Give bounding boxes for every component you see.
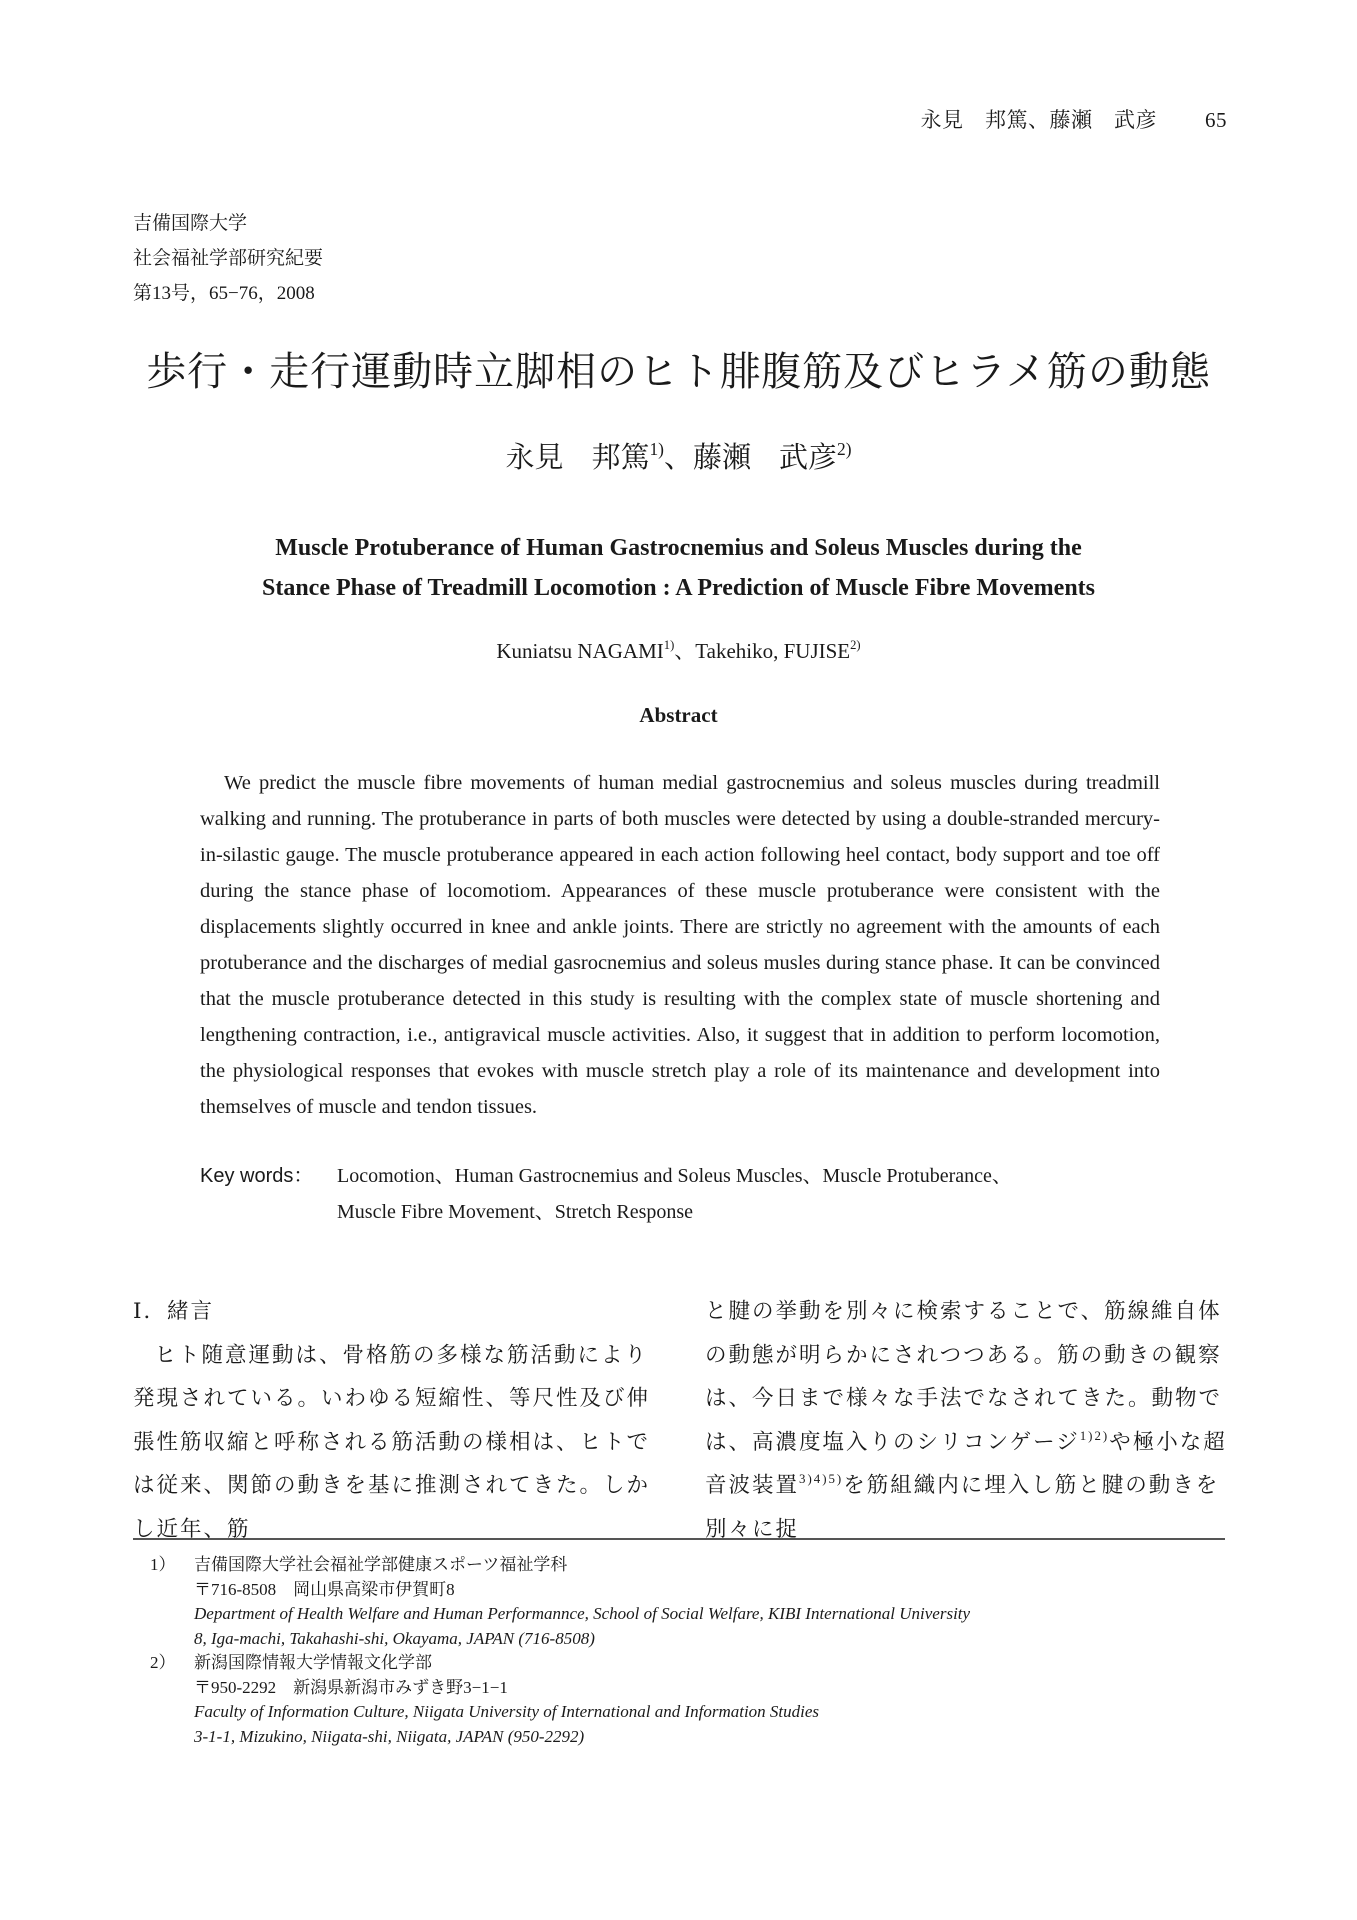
footnote-org-jp: 吉備国際大学社会福祉学部健康スポーツ福祉学科	[194, 1555, 568, 1574]
body-text: を筋組織内に埋入し筋と腱の動きを別々に捉	[705, 1473, 1220, 1541]
body-paragraph: ヒト随意運動は、骨格筋の多様な筋活動により発現されている。いわゆる短縮性、等尺性及び伸張性筋収縮と呼称される筋活動の様相は、ヒトでは従来、関節の動きを基に推測されてきた。しかし近年、筋	[133, 1342, 651, 1541]
footnote-org-en: Faculty of Information Culture, Niigata University of International and Information Studies	[194, 1702, 820, 1721]
journal-university: 吉備国際大学	[133, 213, 248, 234]
paper-title-jp: 歩行・走行運動時立脚相のヒト腓腹筋及びヒラメ筋の動態	[146, 349, 1211, 394]
paper-title-en	[0, 528, 1357, 608]
abstract-text: We predict the muscle fibre movements of human medial gastrocnemius and soleus muscles during treadmill walking and running. The protuberance in parts of both muscles were detected by using a double-stranded mercury-in-silastic gauge. The muscle protuberance appeared in each action following heel contact, body support and toe off during the stance phase of locomotiom. Appearances of these muscle protuberance were consistent with the displacements slightly occurred in knee and ankle joints. There are strictly no agreement with the amounts of each protuberance and the discharges of medial gasrocnemius and soleus musles during stance phase. It can be convinced that the muscle protuberance detected in this study is resulting with the complex state of muscle shortening and lengthening contraction, i.e., antigravical muscle activities. Also, it suggest that in addition to perform locomotion, the physiological responses that evokes with muscle stretch play a role of its maintenance and development into themselves of muscle and tendon tissues.	[200, 772, 1160, 1118]
author-separator: 、	[663, 442, 693, 474]
keywords-label: Key words：	[200, 1165, 314, 1187]
paper-title-en-line: Stance Phase of Treadmill Locomotion : A Prediction of Muscle Fibre Movements	[261, 575, 1095, 601]
authors-en	[0, 636, 1357, 666]
body-paragraph-continued	[705, 1290, 1233, 1551]
footnote	[150, 1553, 1230, 1651]
body-column-right	[705, 1290, 1233, 1551]
body-text: と腱の挙動を別々に検索することで、筋線維自体の動態が明らかにされつつある。筋の動きの観察は、今日まで様々な手法でなされてきた。動物では、高濃度塩入りのシリコンゲージ	[705, 1299, 1223, 1454]
author-separator: 、	[674, 639, 696, 663]
footnote-address-jp: 〒716-8508 岡山県高梁市伊賀町8	[194, 1579, 455, 1599]
footnote-address-en: 3-1-1, Mizukino, Niigata-shi, Niigata, JAPAN (950-2292)	[194, 1726, 585, 1746]
keywords-line: Muscle Fibre Movement、Stretch Response	[337, 1201, 694, 1223]
affiliation-mark: 2)	[837, 438, 852, 459]
author-jp-surname: 藤瀬	[693, 442, 752, 474]
page-number: 65	[1205, 108, 1227, 132]
footnotes	[150, 1553, 1230, 1749]
author-jp-given: 邦篤	[591, 442, 650, 474]
author-jp-surname: 永見	[505, 442, 564, 474]
footnote-divider	[133, 1538, 1225, 1540]
authors-jp	[0, 438, 1357, 478]
author-en-name: Takehiko, FUJISE	[695, 639, 851, 663]
footnote	[150, 1651, 1230, 1749]
citation-mark: 1)2)	[1079, 1428, 1110, 1443]
running-head	[921, 104, 1228, 134]
author-en-name: Kuniatsu NAGAMI	[496, 639, 664, 663]
journal-info	[133, 206, 323, 311]
citation-mark: 3)4)5)	[799, 1471, 844, 1486]
author-jp-given: 武彦	[779, 442, 838, 474]
keywords-line: Locomotion、Human Gastrocnemius and Soleus Muscles、Muscle Protuberance、	[337, 1165, 1012, 1187]
section-heading: Ⅰ．緒言	[133, 1299, 214, 1323]
running-head-authors: 永見 邦篤、藤瀬 武彦	[920, 108, 1157, 132]
footnote-number: 1）	[150, 1555, 176, 1574]
affiliation-mark: 2)	[850, 638, 861, 653]
body-column-left	[133, 1290, 661, 1551]
affiliation-mark: 1)	[649, 438, 664, 459]
affiliation-mark: 1)	[663, 638, 675, 653]
abstract-heading: Abstract	[639, 703, 718, 727]
keywords	[200, 1158, 1160, 1230]
footnote-address-jp: 〒950-2292 新潟県新潟市みずき野3−1−1	[194, 1677, 508, 1697]
footnote-address-en: 8, Iga-machi, Takahashi-shi, Okayama, JAPAN (716-8508)	[194, 1628, 595, 1648]
journal-name: 社会福祉学部研究紀要	[133, 248, 324, 269]
journal-issue: 第13号，65−76，2008	[133, 283, 315, 304]
footnote-org-jp: 新潟国際情報大学情報文化学部	[194, 1653, 432, 1672]
footnote-org-en: Department of Health Welfare and Human Performannce, School of Social Welfare, KIBI International University	[194, 1604, 971, 1623]
paper-title-en-line: Muscle Protuberance of Human Gastrocnemius and Soleus Muscles during the	[275, 535, 1082, 561]
footnote-number: 2）	[150, 1653, 176, 1672]
body-text: や極小な超音波装置	[705, 1429, 1227, 1497]
